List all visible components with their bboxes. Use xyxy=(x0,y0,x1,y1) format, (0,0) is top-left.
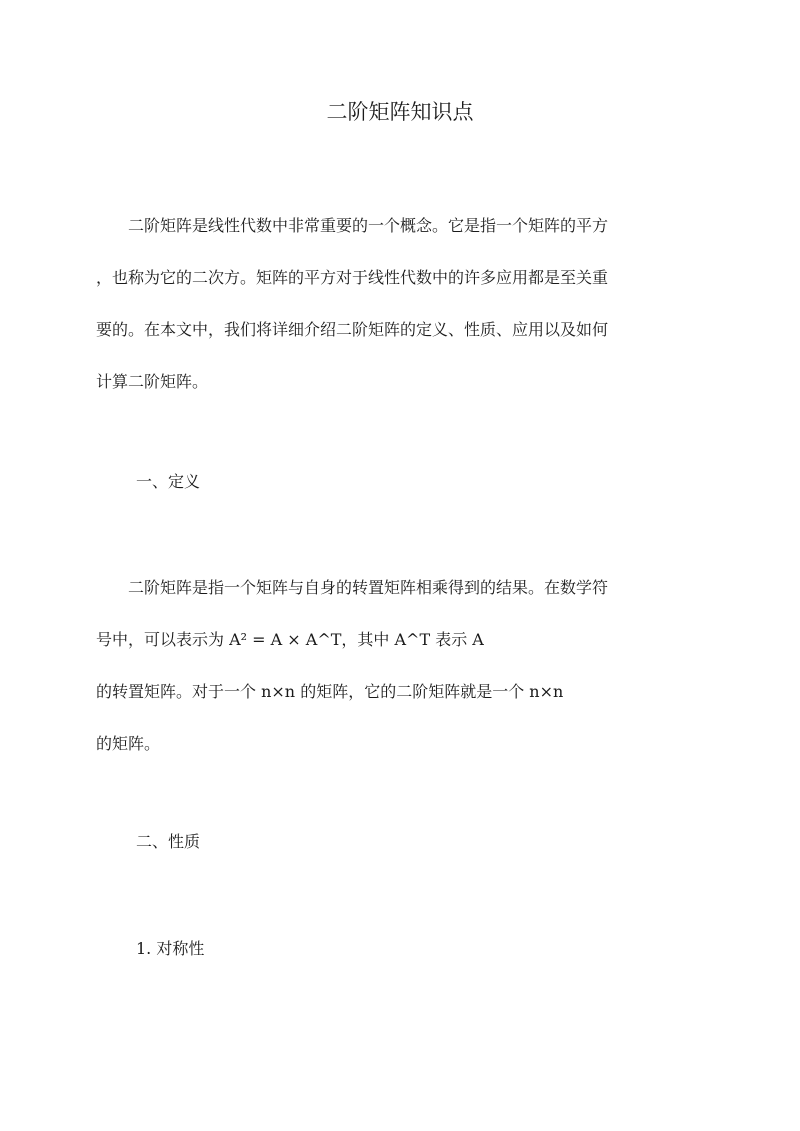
paragraph-line: 的转置矩阵。对于一个 n×n 的矩阵，它的二阶矩阵就是一个 n×n xyxy=(96,682,564,701)
page-title: 二阶矩阵知识点 xyxy=(326,100,474,124)
paragraph-line: 二阶矩阵是指一个矩阵与自身的转置矩阵相乘得到的结果。在数学符 xyxy=(96,578,609,597)
paragraph-line: 计算二阶矩阵。 xyxy=(96,372,209,391)
paragraph-line: 的矩阵。 xyxy=(96,734,161,753)
paragraph-line: ，也称为它的二次方。矩阵的平方对于线性代数中的许多应用都是至关重 xyxy=(96,268,609,287)
intro-paragraph xyxy=(96,200,704,408)
definition-paragraph xyxy=(96,562,704,770)
subsection-heading-symmetry: 1. 对称性 xyxy=(136,939,205,958)
paragraph-line: 要的。在本文中，我们将详细介绍二阶矩阵的定义、性质、应用以及如何 xyxy=(96,320,609,339)
paragraph-line: 二阶矩阵是线性代数中非常重要的一个概念。它是指一个矩阵的平方 xyxy=(96,216,609,235)
section-heading-properties: 二、性质 xyxy=(136,832,201,851)
section-heading-definition: 一、定义 xyxy=(136,472,201,491)
paragraph-line: 号中，可以表示为 A² = A × A^T，其中 A^T 表示 A xyxy=(96,630,484,649)
